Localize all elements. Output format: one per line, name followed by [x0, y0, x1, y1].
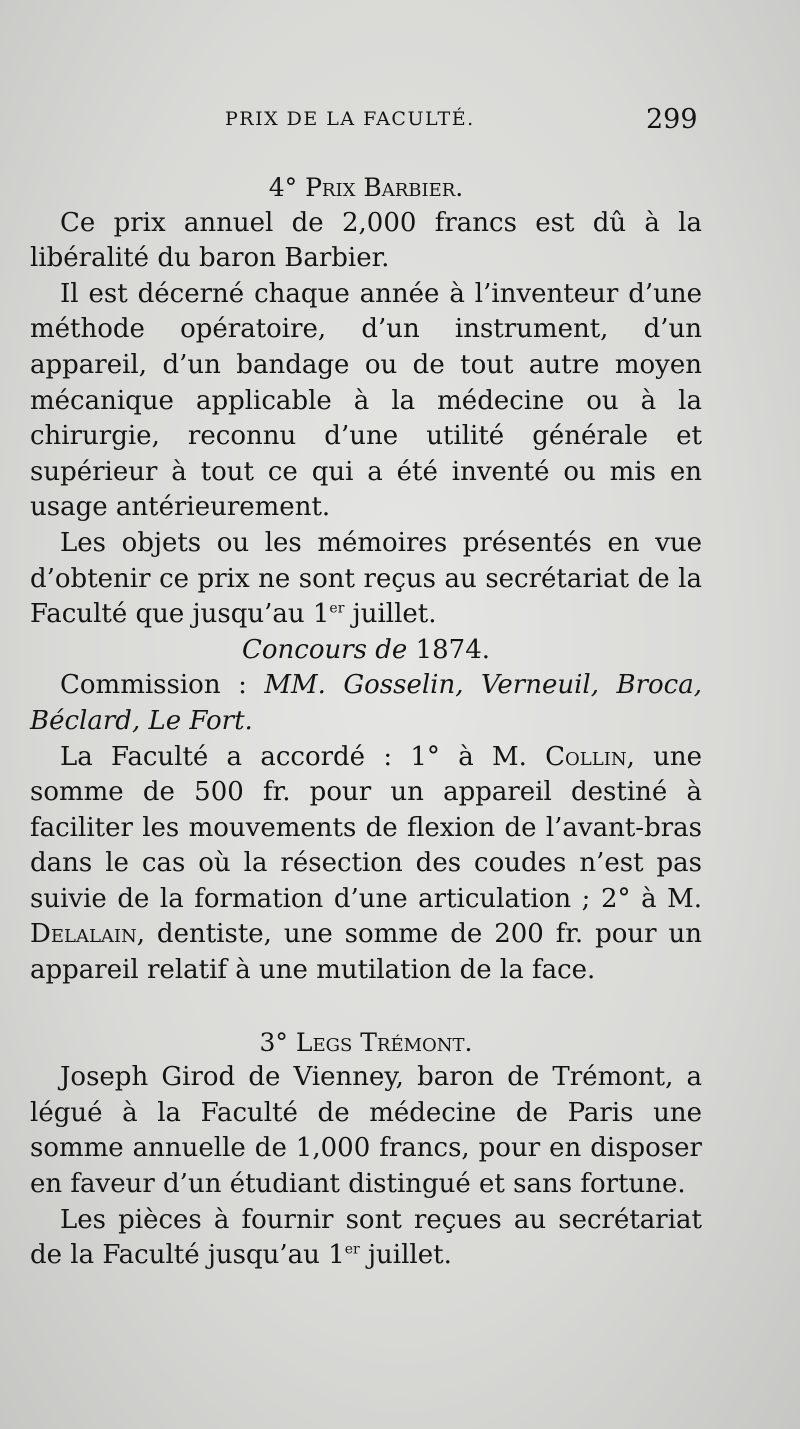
paragraph-text: juillet. [359, 1240, 452, 1271]
paragraph-text: Les objets ou les mémoires présentés en vue d’obtenir ce prix ne sont reçus au secrétariat de la Faculté que jusqu’au 1 [30, 527, 702, 630]
page-body [30, 170, 702, 1274]
running-title: PRIX DE LA FACULTÉ. [225, 108, 475, 130]
paragraph-text: , dentiste, une somme de 200 fr. pour un appareil relatif à une mutilation de la face. [30, 919, 702, 986]
paragraph: Il est décerné chaque année à l’inventeur d’une méthode opératoire, d’un instrument, d’un appareil, d’un bandage ou de tout autre moyen mécanique applicable à la médecine ou à la chirurgie, reconnu d’une utilité générale et supérieur à tout ce qui a été inventé ou mis en usage antérieurement. [30, 278, 702, 523]
page-number: 299 [646, 104, 698, 135]
paragraph-text: , une somme de 500 fr. pour un appareil destiné à faciliter les mouvements de flexion de l’avant-bras dans le cas où la résection des coudes n’est pas suivie de la formation d’une articulation ; 2° à M. [30, 741, 702, 914]
concours-title: Concours de [241, 634, 408, 665]
heading-title: Legs Trémont. [295, 1027, 473, 1057]
paragraph-text: La Faculté a accordé : 1° à M. [60, 741, 546, 772]
heading-number: 3° [259, 1027, 288, 1057]
commission-label: Commission : [60, 670, 265, 701]
paragraph [30, 526, 702, 633]
paragraph: Joseph Girod de Vienney, baron de Trémont, a légué à la Faculté de médecine de Paris une somme annuelle de 1,000 francs, pour en disposer en faveur d’un étudiant distingué et sans fortune. [30, 1062, 702, 1200]
paragraph [30, 1203, 702, 1274]
page-header [0, 104, 800, 138]
paragraph: Ce prix annuel de 2,000 francs est dû à la libéralité du baron Barbier. [30, 207, 702, 274]
paragraph [30, 668, 702, 739]
heading-title: Prix Barbier. [305, 173, 464, 202]
superscript: er [329, 600, 345, 617]
paragraph-text: Les pièces à fournir sont reçues au secrétariat de la Faculté jusqu’au 1 [30, 1204, 702, 1271]
superscript: er [344, 1241, 360, 1258]
commission-names: MM. Gosselin, Verneuil, Broca, Béclard, Le Fort. [30, 670, 702, 736]
heading-number: 4° [268, 173, 298, 202]
paragraph [30, 740, 702, 989]
concours-year: 1874. [415, 634, 491, 665]
laureate-name: Collin [545, 741, 627, 772]
concours-heading [30, 633, 702, 669]
laureate-name: Delalain [30, 919, 137, 950]
section-heading-legs-tremont [30, 1025, 702, 1061]
paragraph-text: juillet. [344, 599, 437, 630]
section-heading-prix-barbier [30, 170, 702, 206]
